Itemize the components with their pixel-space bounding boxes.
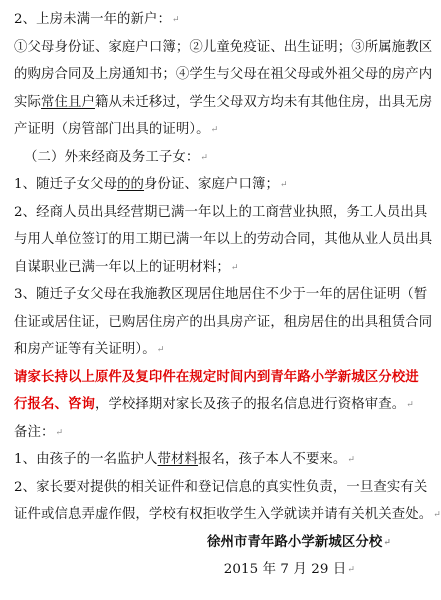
text-segment: 3、随迁子女父母在我施教区现居住地居住不少于一年的居住证明（暂: [14, 287, 428, 302]
text-segment: 和房产证等有关证明）。: [14, 342, 156, 357]
paragraph-mark: ↵: [347, 565, 355, 575]
text-line: [14, 391, 419, 419]
text-segment: 1、由孩子的一名监护人: [14, 452, 158, 467]
highlighted-text: 请家长持以上原件及复印件在规定时间内到青年路小学新城区分校进: [14, 368, 419, 385]
paragraph-mark: ↵: [279, 180, 288, 190]
paragraph-mark: ↵: [172, 15, 180, 25]
text-line: [14, 309, 433, 337]
date-line: [14, 556, 419, 584]
text-segment: 的购房合同及上房通知书；④学生与父母在祖父母或外祖父母的房产内: [14, 67, 433, 82]
text-line: [14, 474, 428, 502]
text-segment: ，学校择期对家长及孩子的报名信息进行资格审查。: [94, 397, 406, 412]
text-line: [14, 419, 419, 447]
text-line: [14, 199, 428, 227]
text-segment: 产证明（房管部门出具的证明）。: [14, 122, 210, 137]
text-segment: 与用人单位签订的用工期已满一年以上的劳动合同，其他从业人员出具: [14, 232, 433, 247]
text-line: [14, 336, 419, 364]
text-line: [14, 6, 419, 34]
text-segment: 2、家长要对提供的相关证件和登记信息的真实性负责，一旦查实有关: [14, 479, 428, 495]
text-segment: 带材料: [157, 452, 199, 467]
paragraph-mark: ↵: [55, 427, 64, 438]
text-segment: （二）外来经商及务工子女：: [24, 149, 200, 165]
text-line: [14, 281, 428, 309]
text-line: [14, 171, 419, 199]
paragraph-mark: ↵: [433, 510, 441, 520]
text-segment: 自谋职业已满一年以上的证明材料；: [14, 259, 230, 275]
text-line: [14, 144, 419, 172]
text-segment: 身份证、家庭户口簿；: [144, 177, 279, 192]
text-segment: 证件或信息弄虚作假，学校有权拒收学生入学就读并请有关机关查处。: [14, 507, 433, 522]
paragraph-mark: ↵: [210, 125, 219, 135]
text-line: [14, 254, 419, 282]
paragraph-mark: ↵: [230, 262, 239, 273]
text-segment: 住证或居住证，已购居住房产的出具房产证，租房居住的出具租赁合同: [14, 314, 433, 330]
text-segment: 2、上房未满一年的新户：: [14, 12, 172, 27]
text-line: [14, 364, 419, 392]
paragraph-mark: ↵: [200, 152, 209, 163]
text-segment: 报名，孩子本人不要来。: [198, 452, 347, 467]
text-segment: 备注：: [14, 424, 55, 440]
signature-line: [14, 529, 419, 557]
text-line: [14, 61, 433, 89]
text-line: [14, 501, 441, 529]
text-segment: 2、经商人员出具经营期已满一年以上的工商营业执照，务工人员出具: [14, 204, 428, 220]
date-text: 2015 年 7 月 29 日: [223, 562, 347, 577]
text-line: [14, 116, 419, 144]
text-line: [14, 34, 433, 62]
text-segment: ①父母身份证、家庭户口簿；②儿童免疫证、出生证明；③所属施教区: [14, 39, 433, 55]
text-segment: 常住且户: [40, 94, 95, 110]
text-segment: 籍从未迁移过，学生父母双方均未有其他住房，出具无房: [94, 94, 433, 110]
text-segment: 实际: [14, 94, 41, 110]
paragraph-mark: ↵: [406, 400, 414, 410]
document-body: [14, 6, 441, 529]
text-segment: 的的: [117, 177, 145, 192]
highlighted-text: 行报名、咨询: [14, 396, 95, 412]
signature-text: 徐州市青年路小学新城区分校: [206, 533, 383, 550]
text-line: [14, 446, 419, 474]
paragraph-mark: ↵: [383, 537, 391, 548]
paragraph-mark: ↵: [156, 345, 165, 355]
paragraph-mark: ↵: [347, 455, 356, 465]
text-line: [14, 89, 433, 117]
text-line: [14, 226, 433, 254]
text-segment: 1、随迁子女父母: [14, 177, 118, 192]
